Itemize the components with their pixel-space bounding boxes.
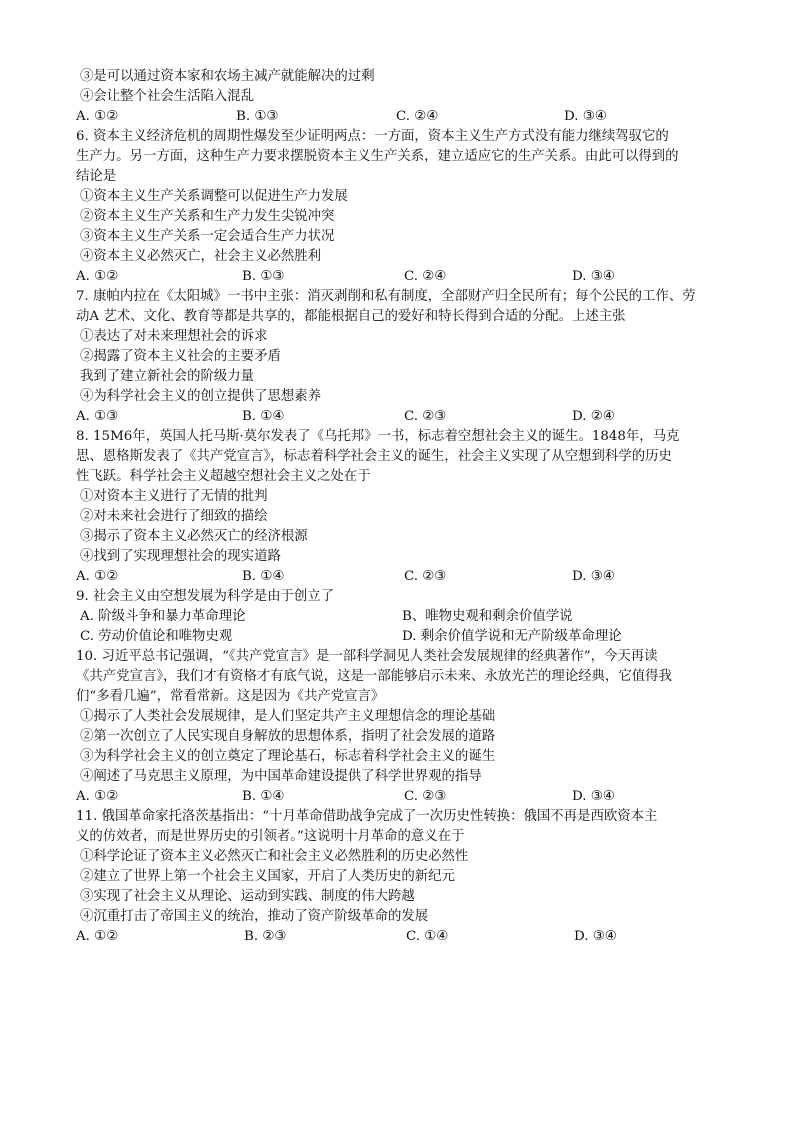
option-line: ④阐述了马克思主义原理，为中国革命建设提供了科学世界观的指导 xyxy=(80,769,482,784)
answer-choices xyxy=(76,107,728,127)
question-11 xyxy=(76,807,728,947)
option-line: ②揭露了资本主义社会的主要矛盾 xyxy=(80,349,281,364)
question-stem: 们“多看几遍”，常看常新。这是因为《共产党宣言》 xyxy=(76,689,385,704)
option-line: ②资本主义生产关系和生产力发生尖锐冲突 xyxy=(80,209,335,224)
question-6 xyxy=(76,127,728,287)
choice-c: C. ②③ xyxy=(404,789,447,804)
question-stem: 8. 15M6年，英国人托马斯·莫尔发表了《乌托邦》一书，标志着空想社会主义的诞生。1848年，马克 xyxy=(76,429,680,444)
choice-d: D. ③④ xyxy=(564,109,607,124)
choice-c: C. ②③ xyxy=(404,409,447,424)
option-line: ③资本主义生产关系一定会适合生产力状况 xyxy=(80,229,335,244)
question-stem: 生产力。另一方面，这种生产力要求摆脱资本主义生产关系，建立适应它的生产关系。由此可以得到的 xyxy=(76,149,679,164)
answer-choices xyxy=(76,567,728,587)
question-stem: 7. 康帕内拉在《太阳城》一书中主张：消灭剥削和私有制度，全部财产归全民所有；每个公民的工作、劳 xyxy=(76,289,696,304)
choice-d: D. ②④ xyxy=(572,409,615,424)
answer-choices xyxy=(76,787,728,807)
option-line: ①对资本主义进行了无情的批判 xyxy=(80,489,268,504)
option-line: ③揭示了资本主义必然灭亡的经济根源 xyxy=(80,529,308,544)
choice-a: A. ①② xyxy=(76,789,119,804)
choice-c: C. ②④ xyxy=(396,109,439,124)
question-7 xyxy=(76,287,728,427)
question-9 xyxy=(76,587,728,647)
choice-c: C. ②③ xyxy=(404,569,447,584)
question-stem: 性飞跃。科学社会主义超越空想社会主义之处在于 xyxy=(76,469,371,484)
choice-c: C. ②④ xyxy=(404,269,447,284)
option-line: ①揭示了人类社会发展规律，是人们坚定共产主义理想信念的理论基础 xyxy=(80,709,496,724)
question-8 xyxy=(76,427,728,587)
question-stem: 11. 俄国革命家托洛茨基指出：“十月革命借助战争完成了一次历史性转换：俄国不再是西欧资本主 xyxy=(76,809,658,824)
option-line: ④沉重打击了帝国主义的统治，推动了资产阶级革命的发展 xyxy=(80,909,429,924)
option-line: ①科学论证了资本主义必然灭亡和社会主义必然胜利的历史必然性 xyxy=(80,849,469,864)
choice-d: D. ③④ xyxy=(574,929,617,944)
option-line: 我到了建立新社会的阶级力量 xyxy=(80,369,255,384)
option-line: ②第一次创立了人民实现自身解放的思想体系，指明了社会发展的道路 xyxy=(80,729,496,744)
choice-a: A. ①② xyxy=(76,929,119,944)
choice-b: B. ①④ xyxy=(242,789,285,804)
answer-choices xyxy=(76,407,728,427)
option-line: ④会让整个社会生活陷入混乱 xyxy=(80,89,255,104)
choice-c: C. 劳动价值论和唯物史观 xyxy=(80,629,233,644)
choice-d: D. 剩余价值学说和无产阶级革命理论 xyxy=(402,629,622,644)
choice-a: A. ①② xyxy=(76,109,119,124)
choice-b: B. ①④ xyxy=(242,409,285,424)
choice-a: A. 阶级斗争和暴力革命理论 xyxy=(80,609,246,624)
question-stem: 结论是 xyxy=(76,169,117,184)
choice-a: A. ①② xyxy=(76,269,119,284)
answer-choices xyxy=(76,267,728,287)
choice-b: B. ①④ xyxy=(242,569,285,584)
option-line: ④为科学社会主义的创立提供了思想素养 xyxy=(80,389,322,404)
choice-b: B. ②③ xyxy=(244,929,287,944)
choice-b: B. ①③ xyxy=(242,269,285,284)
option-line: ③是可以通过资本家和农场主减产就能解决的过剩 xyxy=(80,69,375,84)
choice-a: A. ①③ xyxy=(76,409,119,424)
choice-d: D. ③④ xyxy=(572,789,615,804)
option-line: ①表达了对未来理想社会的诉求 xyxy=(80,329,268,344)
choice-d: D. ③④ xyxy=(572,269,615,284)
option-line: ②对未来社会进行了细致的描绘 xyxy=(80,509,268,524)
option-line: ①资本主义生产关系调整可以促进生产力发展 xyxy=(80,189,348,204)
question-stem: 《共产党宣言》，我们才有资格才有底气说，这是一部能够启示未来、永放光芒的理论经典，它值得我 xyxy=(76,669,672,684)
option-line: ④找到了实现理想社会的现实道路 xyxy=(80,549,281,564)
choice-a: A. ①② xyxy=(76,569,119,584)
choice-b: B. ①③ xyxy=(236,109,279,124)
answer-choices-row xyxy=(76,607,728,627)
question-stem: 思、恩格斯发表了《共产党宣言》，标志着科学社会主义的诞生，社会主义实现了从空想到科学的历史 xyxy=(76,449,672,464)
option-line: ②建立了世界上第一个社会主义国家，开启了人类历史的新纪元 xyxy=(80,869,455,884)
question-stem: 义的仿效者，而是世界历史的引领者。”这说明十月革命的意义在于 xyxy=(76,829,465,844)
question-stem: 动A 艺术、文化、教育等都是共享的，都能根据自己的爱好和特长得到合适的分配。上述主张 xyxy=(76,309,626,324)
option-line: ④资本主义必然灭亡，社会主义必然胜利 xyxy=(80,249,322,264)
exam-page xyxy=(76,67,728,947)
option-line: ③为科学社会主义的创立奠定了理论基石，标志着科学社会主义的诞生 xyxy=(80,749,496,764)
option-line: ③实现了社会主义从理论、运动到实践、制度的伟大跨越 xyxy=(80,889,415,904)
choice-d: D. ③④ xyxy=(572,569,615,584)
question-10 xyxy=(76,647,728,807)
question-stem: 10. 习近平总书记强调，“《共产党宣言》是一部科学洞见人类社会发展规律的经典著作”，今天再读 xyxy=(76,649,658,664)
answer-choices-row xyxy=(76,627,728,647)
choice-c: C. ①④ xyxy=(406,929,449,944)
choice-b: B、唯物史观和剩余价值学说 xyxy=(402,609,573,624)
answer-choices xyxy=(76,927,728,947)
question-stem: 6. 资本主义经济危机的周期性爆发至少证明两点：一方面，资本主义生产方式没有能力继续驾驭它的 xyxy=(76,129,669,144)
question-stem: 9. 社会主义由空想发展为科学是由于创立了 xyxy=(76,589,335,604)
